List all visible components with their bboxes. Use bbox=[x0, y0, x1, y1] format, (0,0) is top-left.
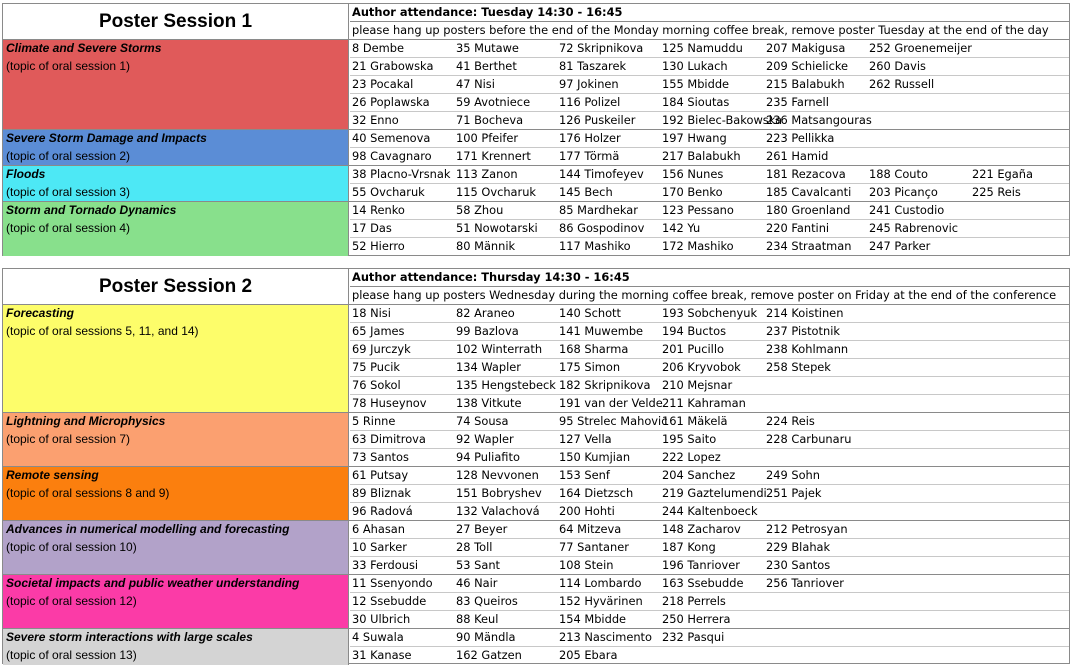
poster-list bbox=[350, 40, 1069, 130]
poster-entry: 126 Puskeiler bbox=[559, 113, 636, 127]
poster-row bbox=[350, 539, 1069, 557]
poster-row bbox=[350, 611, 1069, 629]
topic-name: Advances in numerical modelling and forecasting bbox=[6, 522, 290, 536]
poster-entry: 205 Ebara bbox=[559, 648, 618, 662]
topic-name: Climate and Severe Storms bbox=[6, 41, 162, 55]
poster-entry: 164 Dietzsch bbox=[559, 486, 634, 500]
poster-row bbox=[350, 359, 1069, 377]
poster-entry: 141 Muwembe bbox=[559, 324, 644, 338]
topic-group bbox=[3, 413, 1069, 467]
topic-oral-session: (topic of oral session 12) bbox=[6, 594, 137, 608]
poster-entry: 117 Mashiko bbox=[559, 239, 631, 253]
poster-entry: 211 Kahraman bbox=[662, 396, 746, 410]
poster-entry: 224 Reis bbox=[766, 414, 815, 428]
poster-entry: 74 Sousa bbox=[456, 414, 509, 428]
poster-entry: 220 Fantini bbox=[766, 221, 830, 235]
poster-row bbox=[350, 76, 1069, 94]
poster-entry: 228 Carbunaru bbox=[766, 432, 852, 446]
poster-entry: 260 Davis bbox=[869, 59, 926, 73]
poster-entry: 11 Ssenyondo bbox=[352, 576, 433, 590]
poster-entry: 206 Kryvobok bbox=[662, 360, 741, 374]
poster-entry: 177 Törmä bbox=[559, 149, 620, 163]
poster-entry: 151 Bobryshev bbox=[456, 486, 542, 500]
poster-entry: 26 Poplawska bbox=[352, 95, 430, 109]
poster-entry: 23 Pocakal bbox=[352, 77, 414, 91]
poster-row bbox=[350, 377, 1069, 395]
poster-entry: 132 Valachová bbox=[456, 504, 540, 518]
poster-entry: 59 Avotniece bbox=[456, 95, 531, 109]
topic-oral-session: (topic of oral sessions 5, 11, and 14) bbox=[6, 324, 199, 338]
poster-entry: 71 Bocheva bbox=[456, 113, 524, 127]
poster-entry: 207 Makigusa bbox=[766, 41, 846, 55]
topic-cell bbox=[3, 413, 349, 466]
topic-oral-session: (topic of oral session 7) bbox=[6, 432, 131, 446]
poster-row bbox=[350, 40, 1069, 58]
topic-group bbox=[3, 521, 1069, 575]
poster-entry: 69 Jurczyk bbox=[352, 342, 411, 356]
poster-row bbox=[350, 305, 1069, 323]
poster-entry: 65 James bbox=[352, 324, 405, 338]
poster-entry: 102 Winterrath bbox=[456, 342, 543, 356]
poster-entry: 40 Semenova bbox=[352, 131, 431, 145]
poster-list bbox=[350, 130, 1069, 166]
poster-entry: 234 Straatman bbox=[766, 239, 852, 253]
topic-name: Severe storm interactions with large scales bbox=[6, 630, 253, 644]
poster-entry: 176 Holzer bbox=[559, 131, 621, 145]
poster-entry: 30 Ulbrich bbox=[352, 612, 411, 626]
poster-entry: 258 Stepek bbox=[766, 360, 831, 374]
poster-entry: 5 Rinne bbox=[352, 414, 396, 428]
poster-entry: 196 Tanriover bbox=[662, 558, 740, 572]
poster-entry: 161 Mäkelä bbox=[662, 414, 728, 428]
poster-entry: 12 Ssebudde bbox=[352, 594, 427, 608]
poster-entry: 140 Schott bbox=[559, 306, 621, 320]
poster-entry: 187 Kong bbox=[662, 540, 716, 554]
poster-entry: 82 Araneo bbox=[456, 306, 515, 320]
session-title: Poster Session 1 bbox=[3, 4, 349, 39]
poster-entry: 249 Sohn bbox=[766, 468, 820, 482]
poster-entry: 213 Nascimento bbox=[559, 630, 652, 644]
topic-group bbox=[3, 575, 1069, 629]
poster-entry: 142 Yu bbox=[662, 221, 701, 235]
poster-entry: 191 van der Velde bbox=[559, 396, 663, 410]
poster-entry: 245 Rabrenovic bbox=[869, 221, 959, 235]
poster-entry: 94 Puliafito bbox=[456, 450, 520, 464]
attendance-text: Author attendance: Tuesday 14:30 - 16:45 bbox=[350, 4, 1069, 22]
poster-entry: 252 Groenemeijer bbox=[869, 41, 972, 55]
topic-cell bbox=[3, 130, 349, 165]
poster-entry: 61 Putsay bbox=[352, 468, 409, 482]
poster-entry: 247 Parker bbox=[869, 239, 931, 253]
poster-entry: 145 Bech bbox=[559, 185, 613, 199]
poster-row bbox=[350, 503, 1069, 521]
poster-entry: 221 Egaña bbox=[972, 167, 1033, 181]
poster-entry: 73 Santos bbox=[352, 450, 409, 464]
poster-entry: 27 Beyer bbox=[456, 522, 508, 536]
poster-entry: 135 Hengstebeck bbox=[456, 378, 556, 392]
poster-entry: 127 Vella bbox=[559, 432, 612, 446]
topic-cell bbox=[3, 40, 349, 129]
poster-row bbox=[350, 323, 1069, 341]
topic-group bbox=[3, 305, 1069, 413]
poster-entry: 46 Nair bbox=[456, 576, 498, 590]
poster-row bbox=[350, 467, 1069, 485]
poster-row bbox=[350, 593, 1069, 611]
poster-entry: 114 Lombardo bbox=[559, 576, 642, 590]
poster-entry: 194 Buctos bbox=[662, 324, 727, 338]
poster-entry: 75 Pucik bbox=[352, 360, 401, 374]
poster-entry: 95 Strelec Mahovic bbox=[559, 414, 668, 428]
poster-instructions: please hang up posters before the end of the Monday morning coffee break, remove poster Tuesday at the end of the day bbox=[352, 23, 1049, 37]
poster-row bbox=[350, 202, 1069, 220]
poster-entry: 28 Toll bbox=[456, 540, 493, 554]
poster-entry: 188 Couto bbox=[869, 167, 928, 181]
poster-entry: 33 Ferdousi bbox=[352, 558, 419, 572]
poster-entry: 47 Nisi bbox=[456, 77, 495, 91]
poster-entry: 72 Skripnikova bbox=[559, 41, 644, 55]
poster-entry: 171 Krennert bbox=[456, 149, 531, 163]
poster-entry: 83 Queiros bbox=[456, 594, 518, 608]
poster-entry: 6 Ahasan bbox=[352, 522, 405, 536]
poster-entry: 116 Polizel bbox=[559, 95, 621, 109]
poster-entry: 99 Bazlova bbox=[456, 324, 519, 338]
poster-entry: 58 Zhou bbox=[456, 203, 504, 217]
topic-oral-session: (topic of oral session 1) bbox=[6, 59, 131, 73]
poster-entry: 203 Picanço bbox=[869, 185, 938, 199]
poster-row bbox=[350, 449, 1069, 467]
poster-entry: 125 Namuddu bbox=[662, 41, 743, 55]
poster-list bbox=[350, 202, 1069, 256]
poster-row bbox=[350, 557, 1069, 575]
poster-entry: 96 Radová bbox=[352, 504, 413, 518]
poster-entry: 35 Mutawe bbox=[456, 41, 519, 55]
poster-entry: 63 Dimitrova bbox=[352, 432, 426, 446]
poster-entry: 115 Ovcharuk bbox=[456, 185, 537, 199]
poster-entry: 80 Männik bbox=[456, 239, 516, 253]
poster-entry: 8 Dembe bbox=[352, 41, 404, 55]
poster-entry: 78 Huseynov bbox=[352, 396, 427, 410]
poster-entry: 236 Matsangouras bbox=[766, 113, 872, 127]
poster-entry: 229 Blahak bbox=[766, 540, 831, 554]
poster-entry: 222 Lopez bbox=[662, 450, 721, 464]
poster-entry: 197 Hwang bbox=[662, 131, 727, 145]
poster-entry: 51 Nowotarski bbox=[456, 221, 538, 235]
poster-entry: 162 Gatzen bbox=[456, 648, 522, 662]
poster-entry: 172 Mashiko bbox=[662, 239, 734, 253]
poster-entry: 85 Mardhekar bbox=[559, 203, 638, 217]
poster-entry: 55 Ovcharuk bbox=[352, 185, 425, 199]
topic-group bbox=[3, 166, 1069, 202]
poster-entry: 235 Farnell bbox=[766, 95, 829, 109]
poster-entry: 217 Balabukh bbox=[662, 149, 741, 163]
poster-row bbox=[350, 184, 1069, 202]
poster-entry: 209 Schielicke bbox=[766, 59, 849, 73]
attendance-text: Author attendance: Thursday 14:30 - 16:45 bbox=[350, 269, 1069, 287]
poster-row bbox=[350, 238, 1069, 256]
poster-entry: 98 Cavagnaro bbox=[352, 149, 432, 163]
topic-cell bbox=[3, 575, 349, 628]
poster-entry: 244 Kaltenboeck bbox=[662, 504, 758, 518]
poster-entry: 232 Pasqui bbox=[662, 630, 725, 644]
poster-entry: 14 Renko bbox=[352, 203, 405, 217]
poster-list bbox=[350, 166, 1069, 202]
poster-entry: 185 Cavalcanti bbox=[766, 185, 852, 199]
topic-group bbox=[3, 467, 1069, 521]
poster-entry: 123 Pessano bbox=[662, 203, 734, 217]
poster-entry: 219 Gaztelumendi bbox=[662, 486, 767, 500]
poster-entry: 97 Jokinen bbox=[559, 77, 619, 91]
topic-cell bbox=[3, 305, 349, 412]
topic-name: Societal impacts and public weather understanding bbox=[6, 576, 300, 590]
poster-entry: 201 Pucillo bbox=[662, 342, 724, 356]
poster-entry: 200 Hohti bbox=[559, 504, 615, 518]
topic-group bbox=[3, 629, 1069, 665]
poster-list bbox=[350, 521, 1069, 575]
poster-entry: 262 Russell bbox=[869, 77, 935, 91]
poster-list bbox=[350, 305, 1069, 413]
topic-cell bbox=[3, 166, 349, 201]
poster-entry: 92 Wapler bbox=[456, 432, 514, 446]
poster-entry: 10 Sarker bbox=[352, 540, 407, 554]
topic-oral-session: (topic of oral session 2) bbox=[6, 149, 131, 163]
poster-row bbox=[350, 647, 1069, 665]
poster-list bbox=[350, 467, 1069, 521]
topic-group bbox=[3, 40, 1069, 130]
poster-entry: 88 Keul bbox=[456, 612, 499, 626]
poster-list bbox=[350, 575, 1069, 629]
poster-entry: 113 Zanon bbox=[456, 167, 518, 181]
poster-entry: 155 Mbidde bbox=[662, 77, 730, 91]
poster-row bbox=[350, 341, 1069, 359]
poster-row bbox=[350, 148, 1069, 166]
poster-entry: 237 Pistotnik bbox=[766, 324, 840, 338]
session-header bbox=[3, 4, 1069, 40]
poster-row bbox=[350, 431, 1069, 449]
poster-entry: 38 Placno-Vrsnak bbox=[352, 167, 451, 181]
poster-row bbox=[350, 112, 1069, 130]
poster-list bbox=[350, 629, 1069, 665]
poster-entry: 180 Groenland bbox=[766, 203, 851, 217]
poster-entry: 148 Zacharov bbox=[662, 522, 741, 536]
poster-entry: 170 Benko bbox=[662, 185, 723, 199]
poster-entry: 128 Nevvonen bbox=[456, 468, 539, 482]
poster-entry: 86 Gospodinov bbox=[559, 221, 645, 235]
poster-entry: 230 Santos bbox=[766, 558, 831, 572]
topic-oral-session: (topic of oral session 3) bbox=[6, 185, 131, 199]
poster-entry: 204 Sanchez bbox=[662, 468, 736, 482]
poster-entry: 108 Stein bbox=[559, 558, 614, 572]
poster-entry: 76 Sokol bbox=[352, 378, 401, 392]
poster-entry: 163 Ssebudde bbox=[662, 576, 744, 590]
poster-entry: 250 Herrera bbox=[662, 612, 731, 626]
poster-row bbox=[350, 413, 1069, 431]
poster-entry: 214 Koistinen bbox=[766, 306, 844, 320]
poster-entry: 154 Mbidde bbox=[559, 612, 627, 626]
poster-session-2-table bbox=[2, 268, 1070, 664]
poster-entry: 153 Senf bbox=[559, 468, 610, 482]
poster-entry: 41 Berthet bbox=[456, 59, 517, 73]
topic-name: Remote sensing bbox=[6, 468, 99, 482]
poster-entry: 138 Vitkute bbox=[456, 396, 522, 410]
session-title: Poster Session 2 bbox=[3, 269, 349, 304]
poster-row bbox=[350, 130, 1069, 148]
poster-entry: 32 Enno bbox=[352, 113, 399, 127]
poster-entry: 52 Hierro bbox=[352, 239, 405, 253]
topic-group bbox=[3, 130, 1069, 166]
poster-entry: 225 Reis bbox=[972, 185, 1021, 199]
poster-entry: 192 Bielec-Bakowska bbox=[662, 113, 783, 127]
poster-entry: 90 Mändla bbox=[456, 630, 516, 644]
poster-entry: 210 Mejsnar bbox=[662, 378, 733, 392]
poster-entry: 181 Rezacova bbox=[766, 167, 846, 181]
poster-instructions: please hang up posters Wednesday during the morning coffee break, remove poster on Friday at the end of the conference bbox=[352, 288, 1057, 302]
poster-row bbox=[350, 166, 1069, 184]
poster-row bbox=[350, 220, 1069, 238]
poster-row bbox=[350, 485, 1069, 503]
poster-entry: 241 Custodio bbox=[869, 203, 945, 217]
poster-entry: 212 Petrosyan bbox=[766, 522, 848, 536]
topic-cell bbox=[3, 521, 349, 574]
topic-name: Floods bbox=[6, 167, 46, 181]
poster-row bbox=[350, 395, 1069, 413]
poster-entry: 261 Hamid bbox=[766, 149, 829, 163]
poster-entry: 150 Kumjian bbox=[559, 450, 631, 464]
topic-oral-session: (topic of oral session 13) bbox=[6, 648, 137, 662]
poster-session-1-table bbox=[2, 3, 1070, 256]
poster-entry: 193 Sobchenyuk bbox=[662, 306, 758, 320]
poster-entry: 64 Mitzeva bbox=[559, 522, 622, 536]
poster-entry: 53 Sant bbox=[456, 558, 501, 572]
poster-entry: 130 Lukach bbox=[662, 59, 728, 73]
poster-row bbox=[350, 629, 1069, 647]
topic-name: Lightning and Microphysics bbox=[6, 414, 166, 428]
session-header bbox=[3, 269, 1069, 305]
poster-entry: 152 Hyvärinen bbox=[559, 594, 643, 608]
poster-entry: 215 Balabukh bbox=[766, 77, 845, 91]
topic-name: Severe Storm Damage and Impacts bbox=[6, 131, 207, 145]
topic-oral-session: (topic of oral session 10) bbox=[6, 540, 137, 554]
poster-entry: 21 Grabowska bbox=[352, 59, 434, 73]
topic-cell bbox=[3, 629, 349, 665]
poster-entry: 100 Pfeifer bbox=[456, 131, 519, 145]
poster-entry: 156 Nunes bbox=[662, 167, 724, 181]
topic-oral-session: (topic of oral session 4) bbox=[6, 221, 131, 235]
poster-entry: 31 Kanase bbox=[352, 648, 412, 662]
poster-entry: 18 Nisi bbox=[352, 306, 391, 320]
topic-group bbox=[3, 202, 1069, 256]
poster-entry: 175 Simon bbox=[559, 360, 621, 374]
poster-entry: 168 Sharma bbox=[559, 342, 629, 356]
poster-entry: 195 Saito bbox=[662, 432, 717, 446]
poster-row bbox=[350, 575, 1069, 593]
poster-entry: 238 Kohlmann bbox=[766, 342, 849, 356]
poster-entry: 218 Perrels bbox=[662, 594, 726, 608]
poster-entry: 251 Pajek bbox=[766, 486, 822, 500]
poster-entry: 81 Taszarek bbox=[559, 59, 627, 73]
poster-entry: 184 Sioutas bbox=[662, 95, 730, 109]
poster-entry: 223 Pellikka bbox=[766, 131, 835, 145]
poster-row bbox=[350, 94, 1069, 112]
poster-entry: 144 Timofeyev bbox=[559, 167, 644, 181]
poster-list bbox=[350, 413, 1069, 467]
poster-entry: 17 Das bbox=[352, 221, 392, 235]
poster-row bbox=[350, 58, 1069, 76]
poster-entry: 89 Bliznak bbox=[352, 486, 412, 500]
topic-cell bbox=[3, 202, 349, 256]
poster-entry: 77 Santaner bbox=[559, 540, 629, 554]
topic-oral-session: (topic of oral sessions 8 and 9) bbox=[6, 486, 170, 500]
poster-entry: 134 Wapler bbox=[456, 360, 521, 374]
topic-name: Forecasting bbox=[6, 306, 75, 320]
topic-cell bbox=[3, 467, 349, 520]
poster-entry: 182 Skripnikova bbox=[559, 378, 651, 392]
topic-name: Storm and Tornado Dynamics bbox=[6, 203, 177, 217]
poster-entry: 256 Tanriover bbox=[766, 576, 844, 590]
poster-entry: 4 Suwala bbox=[352, 630, 404, 644]
poster-row bbox=[350, 521, 1069, 539]
